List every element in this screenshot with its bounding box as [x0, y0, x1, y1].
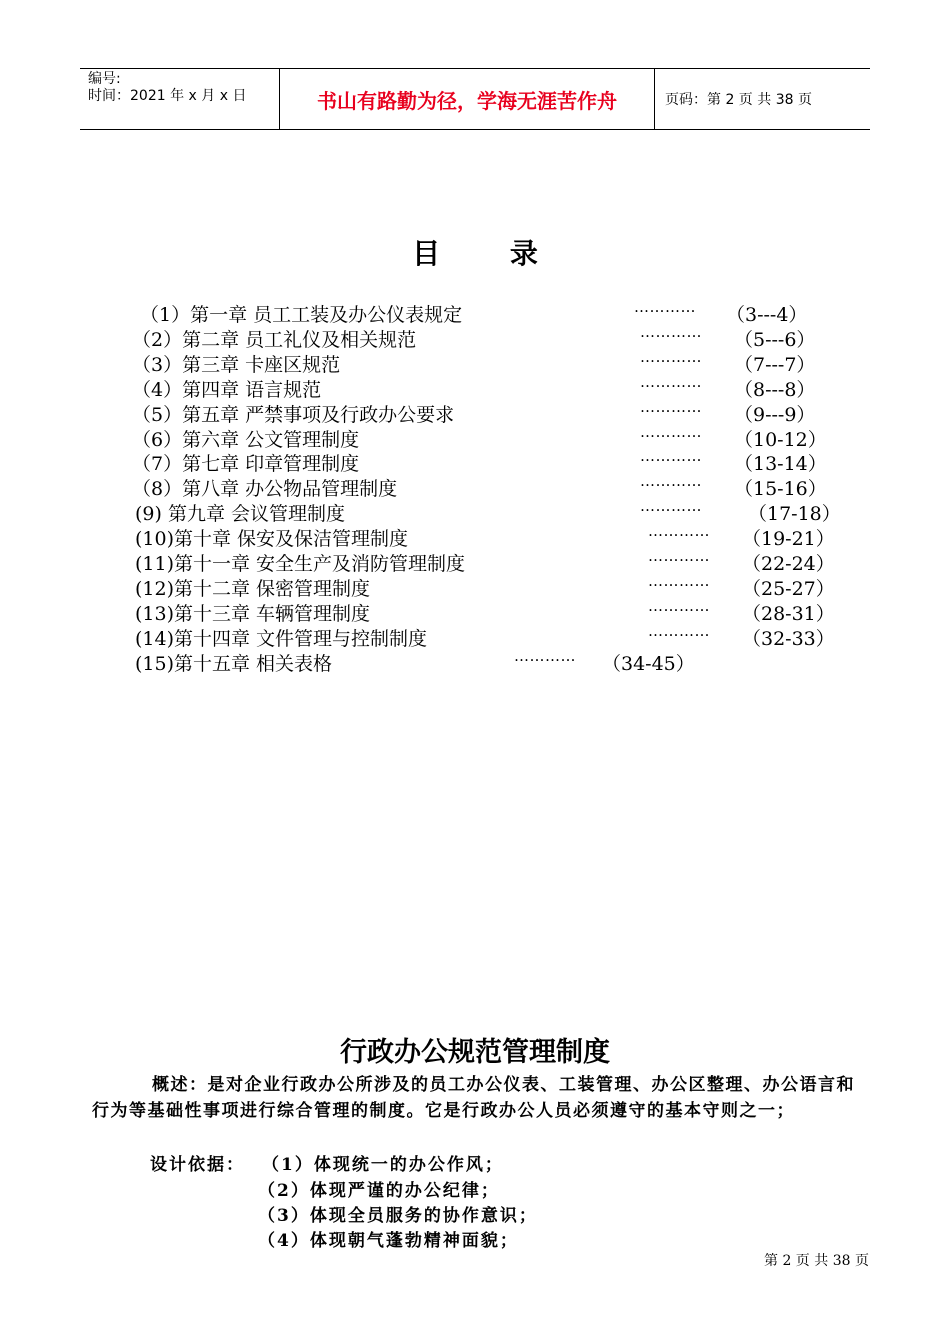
toc-item	[0, 621, 950, 650]
overview-text: 概述：是对企业行政办公所涉及的员工办公仪表、工装管理、办公区整理、办公语言和行为等基础性事项进行综合管理的制度。它是行政办公人员必须遵守的基本守则之一；	[92, 1075, 855, 1121]
toc-item	[0, 596, 950, 625]
toc-item-pages: （32-33）	[742, 627, 835, 650]
toc-item-leader: …………	[648, 547, 710, 565]
toc-item-pages: （10-12）	[734, 428, 827, 451]
toc-item	[0, 449, 950, 474]
toc-item-pages: （22-24）	[742, 553, 835, 575]
toc-item-leader: …………	[634, 298, 696, 316]
toc-item-pages: （25-27）	[742, 577, 835, 600]
toc-item	[0, 300, 950, 325]
toc-item	[0, 524, 950, 549]
toc-item-leader: …………	[640, 497, 702, 516]
toc-item-leader: …………	[514, 646, 576, 665]
toc-item	[0, 474, 950, 499]
toc-item-leader: …………	[640, 397, 702, 416]
overview-paragraph	[92, 1072, 860, 1124]
toc-item-label: (15)第十五章 相关表格	[135, 652, 333, 675]
page-header	[80, 68, 870, 130]
toc-item	[0, 347, 950, 376]
toc-item-label: （4）第四章 语言规范	[132, 378, 322, 401]
toc-item-pages: （5---6）	[734, 328, 816, 351]
header-meta	[80, 69, 280, 129]
toc-item-label: (9) 第九章 会议管理制度	[135, 503, 345, 526]
basis-item: （3）体现全员服务的协作意识；	[258, 1206, 538, 1226]
toc-item	[0, 397, 950, 426]
toc-item	[0, 372, 950, 401]
toc-item-pages: （34-45）	[602, 652, 695, 675]
toc-item-label: （5）第五章 严禁事项及行政办公要求	[132, 403, 455, 426]
toc-item-leader: …………	[648, 621, 710, 640]
toc-item-leader: …………	[640, 347, 702, 366]
toc-item	[0, 499, 950, 524]
toc-item-label: （3）第三章 卡座区规范	[132, 353, 341, 376]
toc-item-pages: （17-18）	[748, 503, 841, 526]
basis-item: （4）体现朝气蓬勃精神面貌；	[258, 1231, 519, 1251]
page-footer: 第 2 页 共 38 页	[764, 1253, 869, 1269]
toc-item-label: (13)第十三章 车辆管理制度	[135, 602, 371, 625]
toc-item-leader: …………	[640, 472, 702, 491]
toc-item	[0, 322, 950, 351]
basis-item: （2）体现严谨的办公纪律；	[258, 1181, 500, 1201]
toc-item	[0, 571, 950, 600]
toc-item-leader: …………	[640, 422, 702, 441]
header-motto: 书山有路勤为径，学海无涯苦作舟	[280, 69, 655, 129]
toc-item-label: (10)第十章 保安及保洁管理制度	[135, 528, 409, 551]
toc-item-label: （6）第六章 公文管理制度	[132, 428, 360, 451]
basis-label: 设计依据：	[150, 1155, 245, 1175]
toc-item-label: （1）第一章 员工工装及办公仪表规定	[140, 304, 463, 326]
document-title: 行政办公规范管理制度	[340, 1037, 610, 1068]
toc-item-pages: （7---7）	[734, 353, 816, 376]
header-page-info: 页码：第 2 页 共 38 页	[665, 92, 812, 108]
toc-item-pages: （13-14）	[734, 453, 827, 476]
toc-item-pages: （8---8）	[734, 378, 816, 401]
toc-title: 目 录	[412, 237, 568, 270]
toc-item-label: (11)第十一章 安全生产及消防管理制度	[135, 553, 466, 575]
toc-item-pages: （15-16）	[734, 478, 827, 501]
toc-item-leader: …………	[648, 596, 710, 615]
toc-item-pages: （19-21）	[742, 528, 835, 551]
time-label: 时间：2021 年 x 月 x 日	[88, 88, 247, 104]
toc-item-label: (12)第十二章 保密管理制度	[135, 577, 371, 600]
toc-item-label: （8）第八章 办公物品管理制度	[132, 478, 398, 501]
toc-item-pages: （9---9）	[734, 403, 816, 426]
toc-item-label: （2）第二章 员工礼仪及相关规范	[132, 328, 417, 351]
number-label: 编号:	[88, 71, 121, 87]
toc-item-label: （7）第七章 印章管理制度	[132, 453, 360, 476]
toc-item-leader: …………	[648, 571, 710, 590]
toc-item-label: (14)第十四章 文件管理与控制制度	[135, 627, 428, 650]
toc-item	[0, 422, 950, 451]
toc-item-leader: …………	[640, 372, 702, 391]
toc-item	[0, 549, 950, 574]
toc-item-leader: …………	[640, 322, 702, 341]
toc-item-pages: （28-31）	[742, 602, 835, 625]
basis-item: （1）体现统一的办公作风；	[262, 1155, 504, 1175]
toc-item-leader: …………	[648, 522, 710, 541]
toc-item-leader: …………	[640, 447, 702, 466]
toc-item	[0, 646, 950, 675]
toc-item-pages: （3---4）	[726, 304, 808, 326]
